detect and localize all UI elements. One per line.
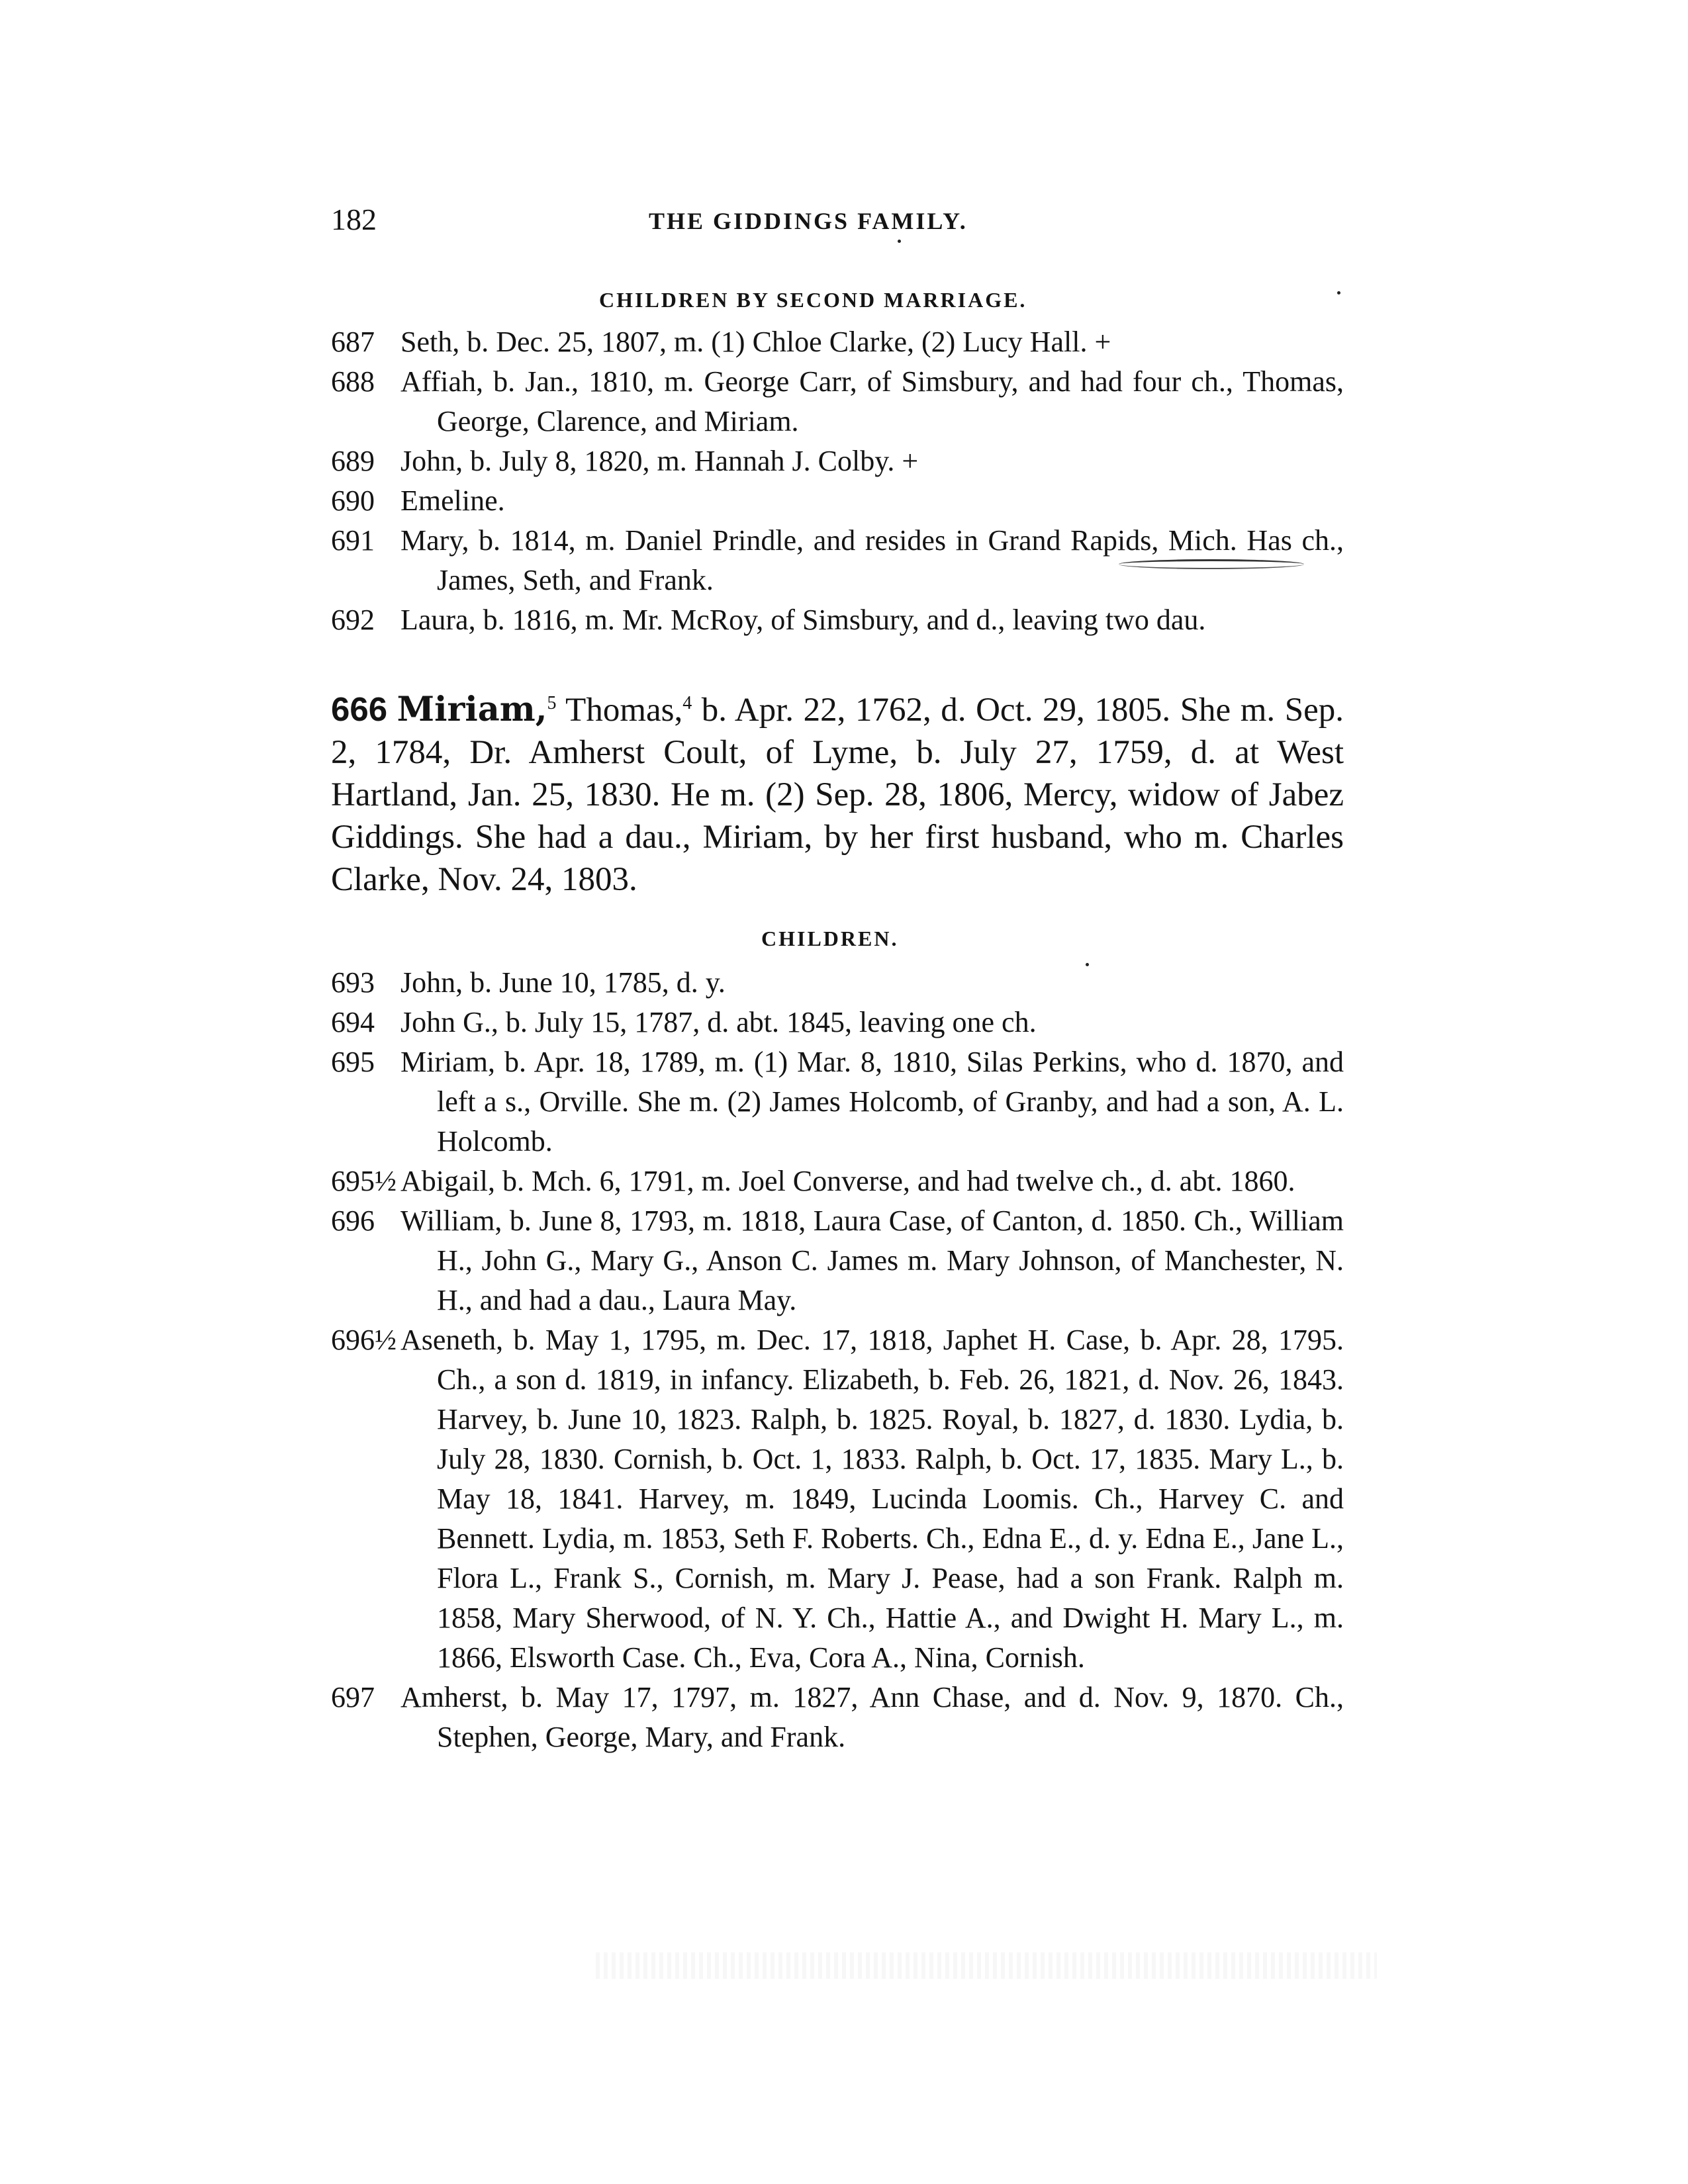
biography-text: b. Apr. 22, 1762, d. Oct. 29, 1805. She m. Sep. 2, 1784, Dr. Amherst Coult, of Lyme, b. July 27, 1759, d. at West Hartland, Jan. 25, 1830. He m. (2) Sep. 28, 1806, Mercy, widow of Jabez Giddings. She had a dau., Miriam, by her first husband, who m. Charles Clarke, Nov. 24, 1803. — [331, 692, 1344, 898]
entry-number: 692 — [331, 604, 375, 636]
entry-text: John, b. July 8, 1820, m. Hannah J. Colby. + — [400, 445, 919, 477]
entry-number: 697 — [331, 1681, 375, 1713]
scan-speck — [898, 240, 901, 243]
entry-number: 688 — [331, 365, 375, 398]
pencil-underline-mark — [1119, 559, 1304, 569]
entry-694 — [331, 1003, 1344, 1042]
entry-number: 690 — [331, 484, 375, 517]
entry-number: 693 — [331, 966, 375, 999]
scan-speck — [1086, 963, 1089, 966]
entry-number: 689 — [331, 445, 375, 477]
entry-697 — [331, 1678, 1344, 1757]
entry-695-half — [331, 1161, 1344, 1201]
entry-688 — [331, 362, 1344, 441]
entry-text: Amherst, b. May 17, 1797, m. 1827, Ann Chase, and d. Nov. 9, 1870. Ch., Stephen, George, Mary, and Frank. — [400, 1681, 1344, 1753]
entry-number: 695½ — [331, 1165, 397, 1197]
entry-number: 696½ — [331, 1324, 397, 1356]
entry-text: William, b. June 8, 1793, m. 1818, Laura Case, of Canton, d. 1850. Ch., William H., John G., Mary G., Anson C. James m. Mary Johnson, of Manchester, N. H., and had a dau., Laura May. — [400, 1205, 1344, 1316]
generation-superscript: 5 — [547, 693, 557, 713]
entry-text: Abigail, b. Mch. 6, 1791, m. Joel Converse, and had twelve ch., d. abt. 1860. — [400, 1165, 1295, 1197]
entry-text: Affiah, b. Jan., 1810, m. George Carr, of Simsbury, and had four ch., Thomas, George, Clarence, and Miriam. — [400, 365, 1344, 437]
biography-name: Miriam, — [397, 690, 547, 729]
entry-number: 695 — [331, 1046, 375, 1078]
entry-687 — [331, 322, 1344, 362]
entry-number: 694 — [331, 1006, 375, 1038]
entry-689 — [331, 441, 1344, 481]
entry-number: 691 — [331, 524, 375, 557]
entry-text: Seth, b. Dec. 25, 1807, m. (1) Chloe Clarke, (2) Lucy Hall. + — [400, 326, 1111, 358]
entry-text: Laura, b. 1816, m. Mr. McRoy, of Simsbury, and d., leaving two dau. — [400, 604, 1206, 636]
scan-speck — [1337, 291, 1340, 295]
entries-children — [331, 963, 1344, 1757]
biography-paragraph — [331, 688, 1344, 901]
entry-692 — [331, 600, 1344, 640]
entry-696 — [331, 1201, 1344, 1320]
entry-693 — [331, 963, 1344, 1003]
entry-text: Mary, b. 1814, m. Daniel Prindle, and resides in Grand Rapids, Mich. Has ch., James, Seth, and Frank. — [400, 524, 1344, 596]
page-number: 182 — [331, 203, 377, 236]
biography-number: 666 — [331, 690, 388, 728]
entry-text: Emeline. — [400, 484, 505, 517]
entry-text: John G., b. July 15, 1787, d. abt. 1845, leaving one ch. — [400, 1006, 1037, 1038]
section-heading-second-marriage: CHILDREN BY SECOND MARRIAGE. — [599, 288, 1027, 312]
scan-smudge — [596, 1952, 1377, 1979]
entry-number: 696 — [331, 1205, 375, 1237]
parent-generation-superscript: 4 — [682, 693, 692, 713]
entry-text: Miriam, b. Apr. 18, 1789, m. (1) Mar. 8, 1810, Silas Perkins, who d. 1870, and left a s., Orville. She m. (2) James Holcomb, of Granby, and had a son, A. L. Holcomb. — [400, 1046, 1344, 1158]
entry-695 — [331, 1042, 1344, 1161]
entry-696-half — [331, 1320, 1344, 1678]
entry-text: John, b. June 10, 1785, d. y. — [400, 966, 726, 999]
section-heading-children: CHILDREN. — [761, 927, 899, 950]
running-head: THE GIDDINGS FAMILY. — [649, 208, 968, 234]
page-header — [331, 202, 1344, 242]
entries-second-marriage — [331, 322, 1344, 640]
entry-text: Aseneth, b. May 1, 1795, m. Dec. 17, 1818, Japhet H. Case, b. Apr. 28, 1795. Ch., a son d. 1819, in infancy. Elizabeth, b. Feb. 26, 1821, d. Nov. 26, 1843. Harvey, b. June 10, 1823. Ralph, b. 1825. Royal, b. 1827, d. 1830. Lydia, b. July 28, 1830. Cornish, b. Oct. 1, 1833. Ralph, b. Oct. 17, 1835. Mary L., b. May 18, 1841. Harvey, m. 1849, Lucinda Loomis. Ch., Harvey C. and Bennett. Lydia, m. 1853, Seth F. Roberts. Ch., Edna E., d. y. Edna E., Jane L., Flora L., Frank S., Cornish, m. Mary J. Pease, had a son Frank. Ralph m. 1858, Mary Sherwood, of N. Y. Ch., Hattie A., and Dwight H. Mary L., m. 1866, Elsworth Case. Ch., Eva, Cora A., Nina, Cornish. — [400, 1324, 1344, 1674]
entry-690 — [331, 481, 1344, 521]
entry-number: 687 — [331, 326, 375, 358]
biography-parent: Thomas, — [556, 692, 683, 729]
